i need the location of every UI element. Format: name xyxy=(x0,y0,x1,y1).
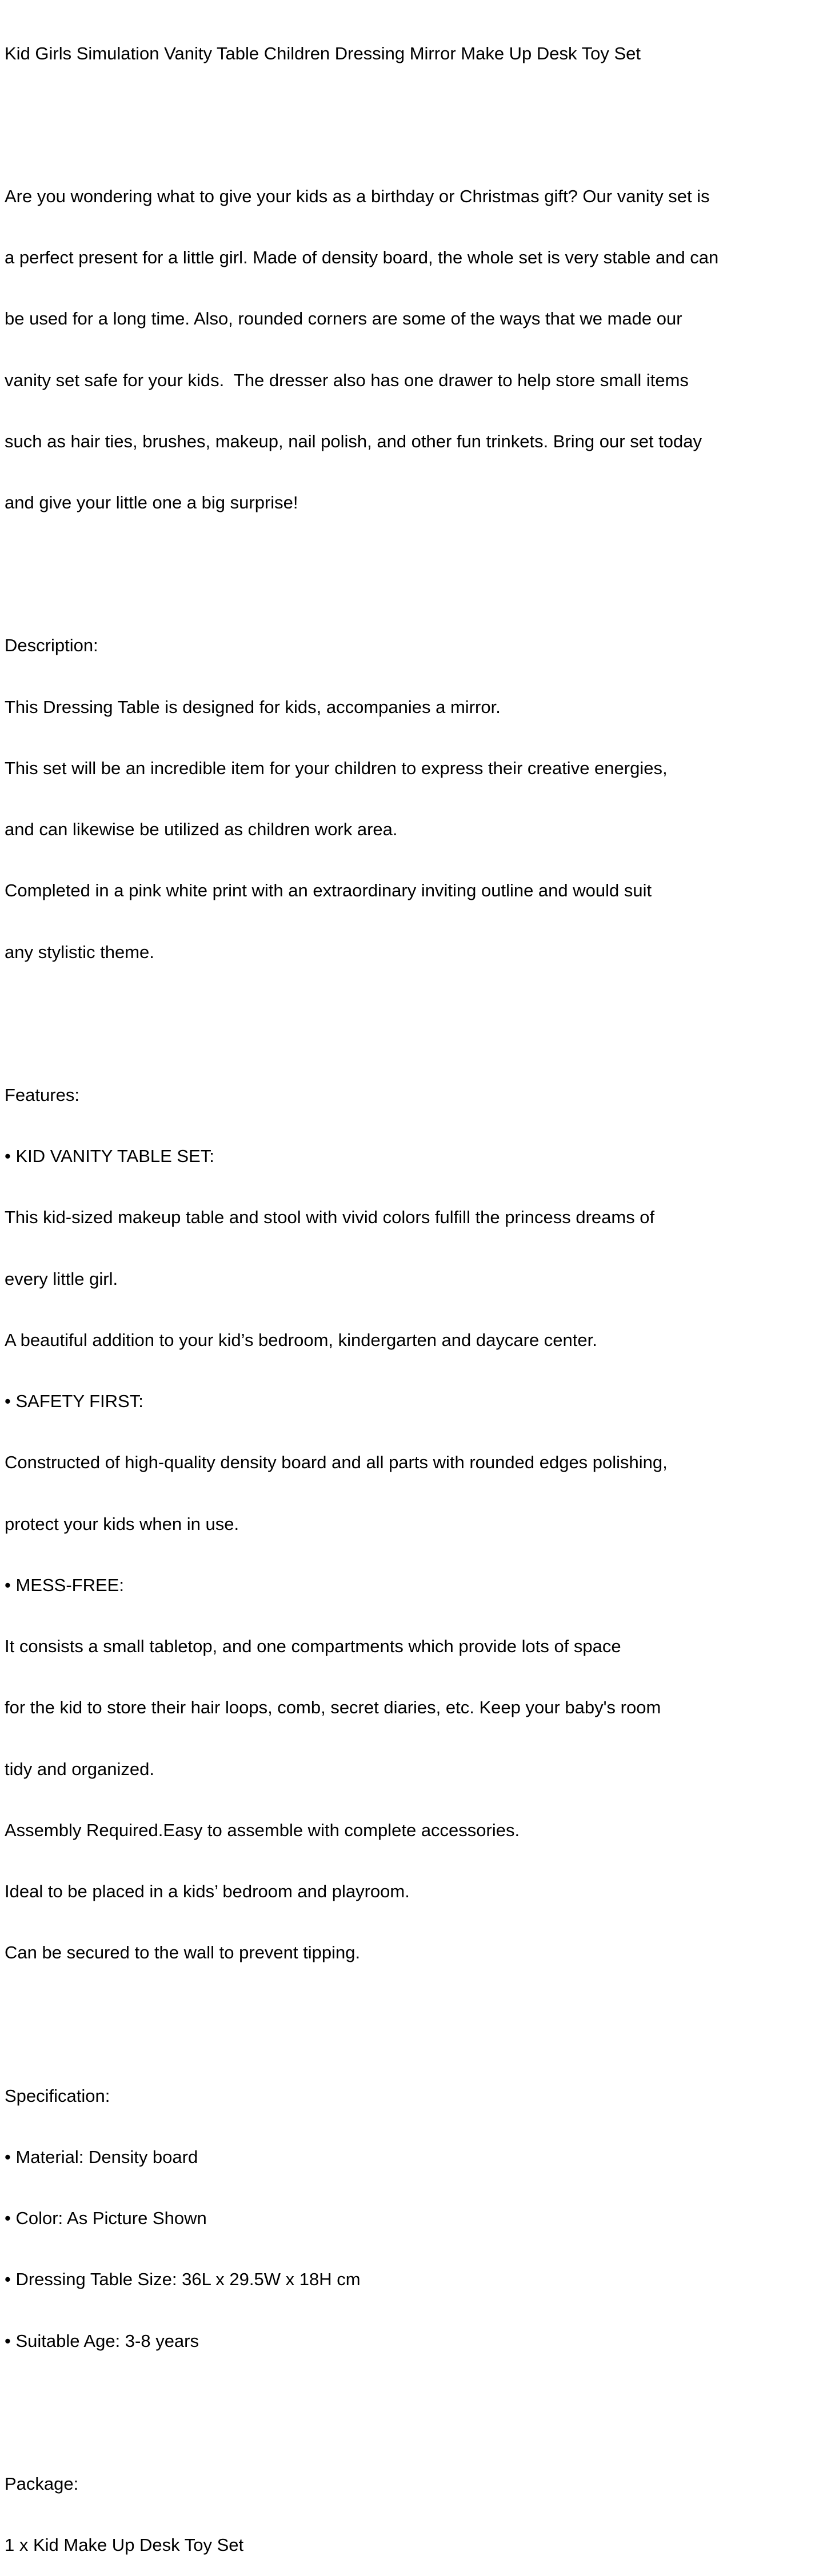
feature-line: tidy and organized. xyxy=(5,1758,154,1779)
specification-line: • Dressing Table Size: 36L x 29.5W x 18H cm xyxy=(5,2269,361,2290)
feature-line: Ideal to be placed in a kids’ bedroom and playroom. xyxy=(5,1881,410,1901)
feature-line: Constructed of high-quality density board and all parts with rounded edges polishing, xyxy=(5,1452,668,1473)
description-heading: Description: xyxy=(5,635,98,656)
feature-line: • MESS-FREE: xyxy=(5,1575,124,1595)
blank-line xyxy=(5,2392,821,2413)
specification-heading: Specification: xyxy=(5,2085,110,2106)
product-title: Kid Girls Simulation Vanity Table Children Dressing Mirror Make Up Desk Toy Set xyxy=(5,43,641,63)
description-line: Completed in a pink white print with an extraordinary inviting outline and would suit xyxy=(5,880,652,901)
intro-line: Are you wondering what to give your kids as a birthday or Christmas gift? Our vanity set is xyxy=(5,186,710,206)
feature-line: • KID VANITY TABLE SET: xyxy=(5,1146,214,1166)
blank-line xyxy=(5,1003,821,1024)
feature-line: A beautiful addition to your kid’s bedroom, kindergarten and daycare center. xyxy=(5,1329,597,1350)
feature-line: Can be secured to the wall to prevent tipping. xyxy=(5,1942,361,1963)
specification-line: • Suitable Age: 3-8 years xyxy=(5,2330,199,2351)
feature-line: for the kid to store their hair loops, comb, secret diaries, etc. Keep your baby's room xyxy=(5,1697,661,1718)
blank-line xyxy=(5,2004,821,2025)
feature-line: This kid-sized makeup table and stool with vivid colors fulfill the princess dreams of xyxy=(5,1207,655,1228)
intro-line: be used for a long time. Also, rounded corners are some of the ways that we made our xyxy=(5,309,682,329)
description-line: This Dressing Table is designed for kids, accompanies a mirror. xyxy=(5,696,501,717)
features-heading: Features: xyxy=(5,1084,79,1105)
specification-line: • Color: As Picture Shown xyxy=(5,2208,207,2228)
intro-line: a perfect present for a little girl. Made of density board, the whole set is very stable and can xyxy=(5,247,719,267)
intro-line: such as hair ties, brushes, makeup, nail polish, and other fun trinkets. Bring our set today xyxy=(5,431,702,451)
blank-line xyxy=(5,554,821,574)
package-line: 1 x Kid Make Up Desk Toy Set xyxy=(5,2535,244,2555)
package-heading: Package: xyxy=(5,2473,79,2494)
description-line: and can likewise be utilized as children work area. xyxy=(5,819,398,839)
specification-line: • Material: Density board xyxy=(5,2146,198,2167)
feature-line: Assembly Required.Easy to assemble with complete accessories. xyxy=(5,1820,520,1840)
blank-line xyxy=(5,105,821,125)
description-line: This set will be an incredible item for your children to express their creative energies, xyxy=(5,758,668,778)
feature-line: It consists a small tabletop, and one compartments which provide lots of space xyxy=(5,1636,621,1656)
intro-line: vanity set safe for your kids. The dresser also has one drawer to help store small items xyxy=(5,370,689,390)
feature-line: protect your kids when in use. xyxy=(5,1513,239,1534)
description-line: any stylistic theme. xyxy=(5,942,154,962)
product-description-document xyxy=(5,2,821,2576)
feature-line: every little girl. xyxy=(5,1268,118,1289)
feature-line: • SAFETY FIRST: xyxy=(5,1391,143,1411)
intro-line: and give your little one a big surprise! xyxy=(5,492,298,512)
